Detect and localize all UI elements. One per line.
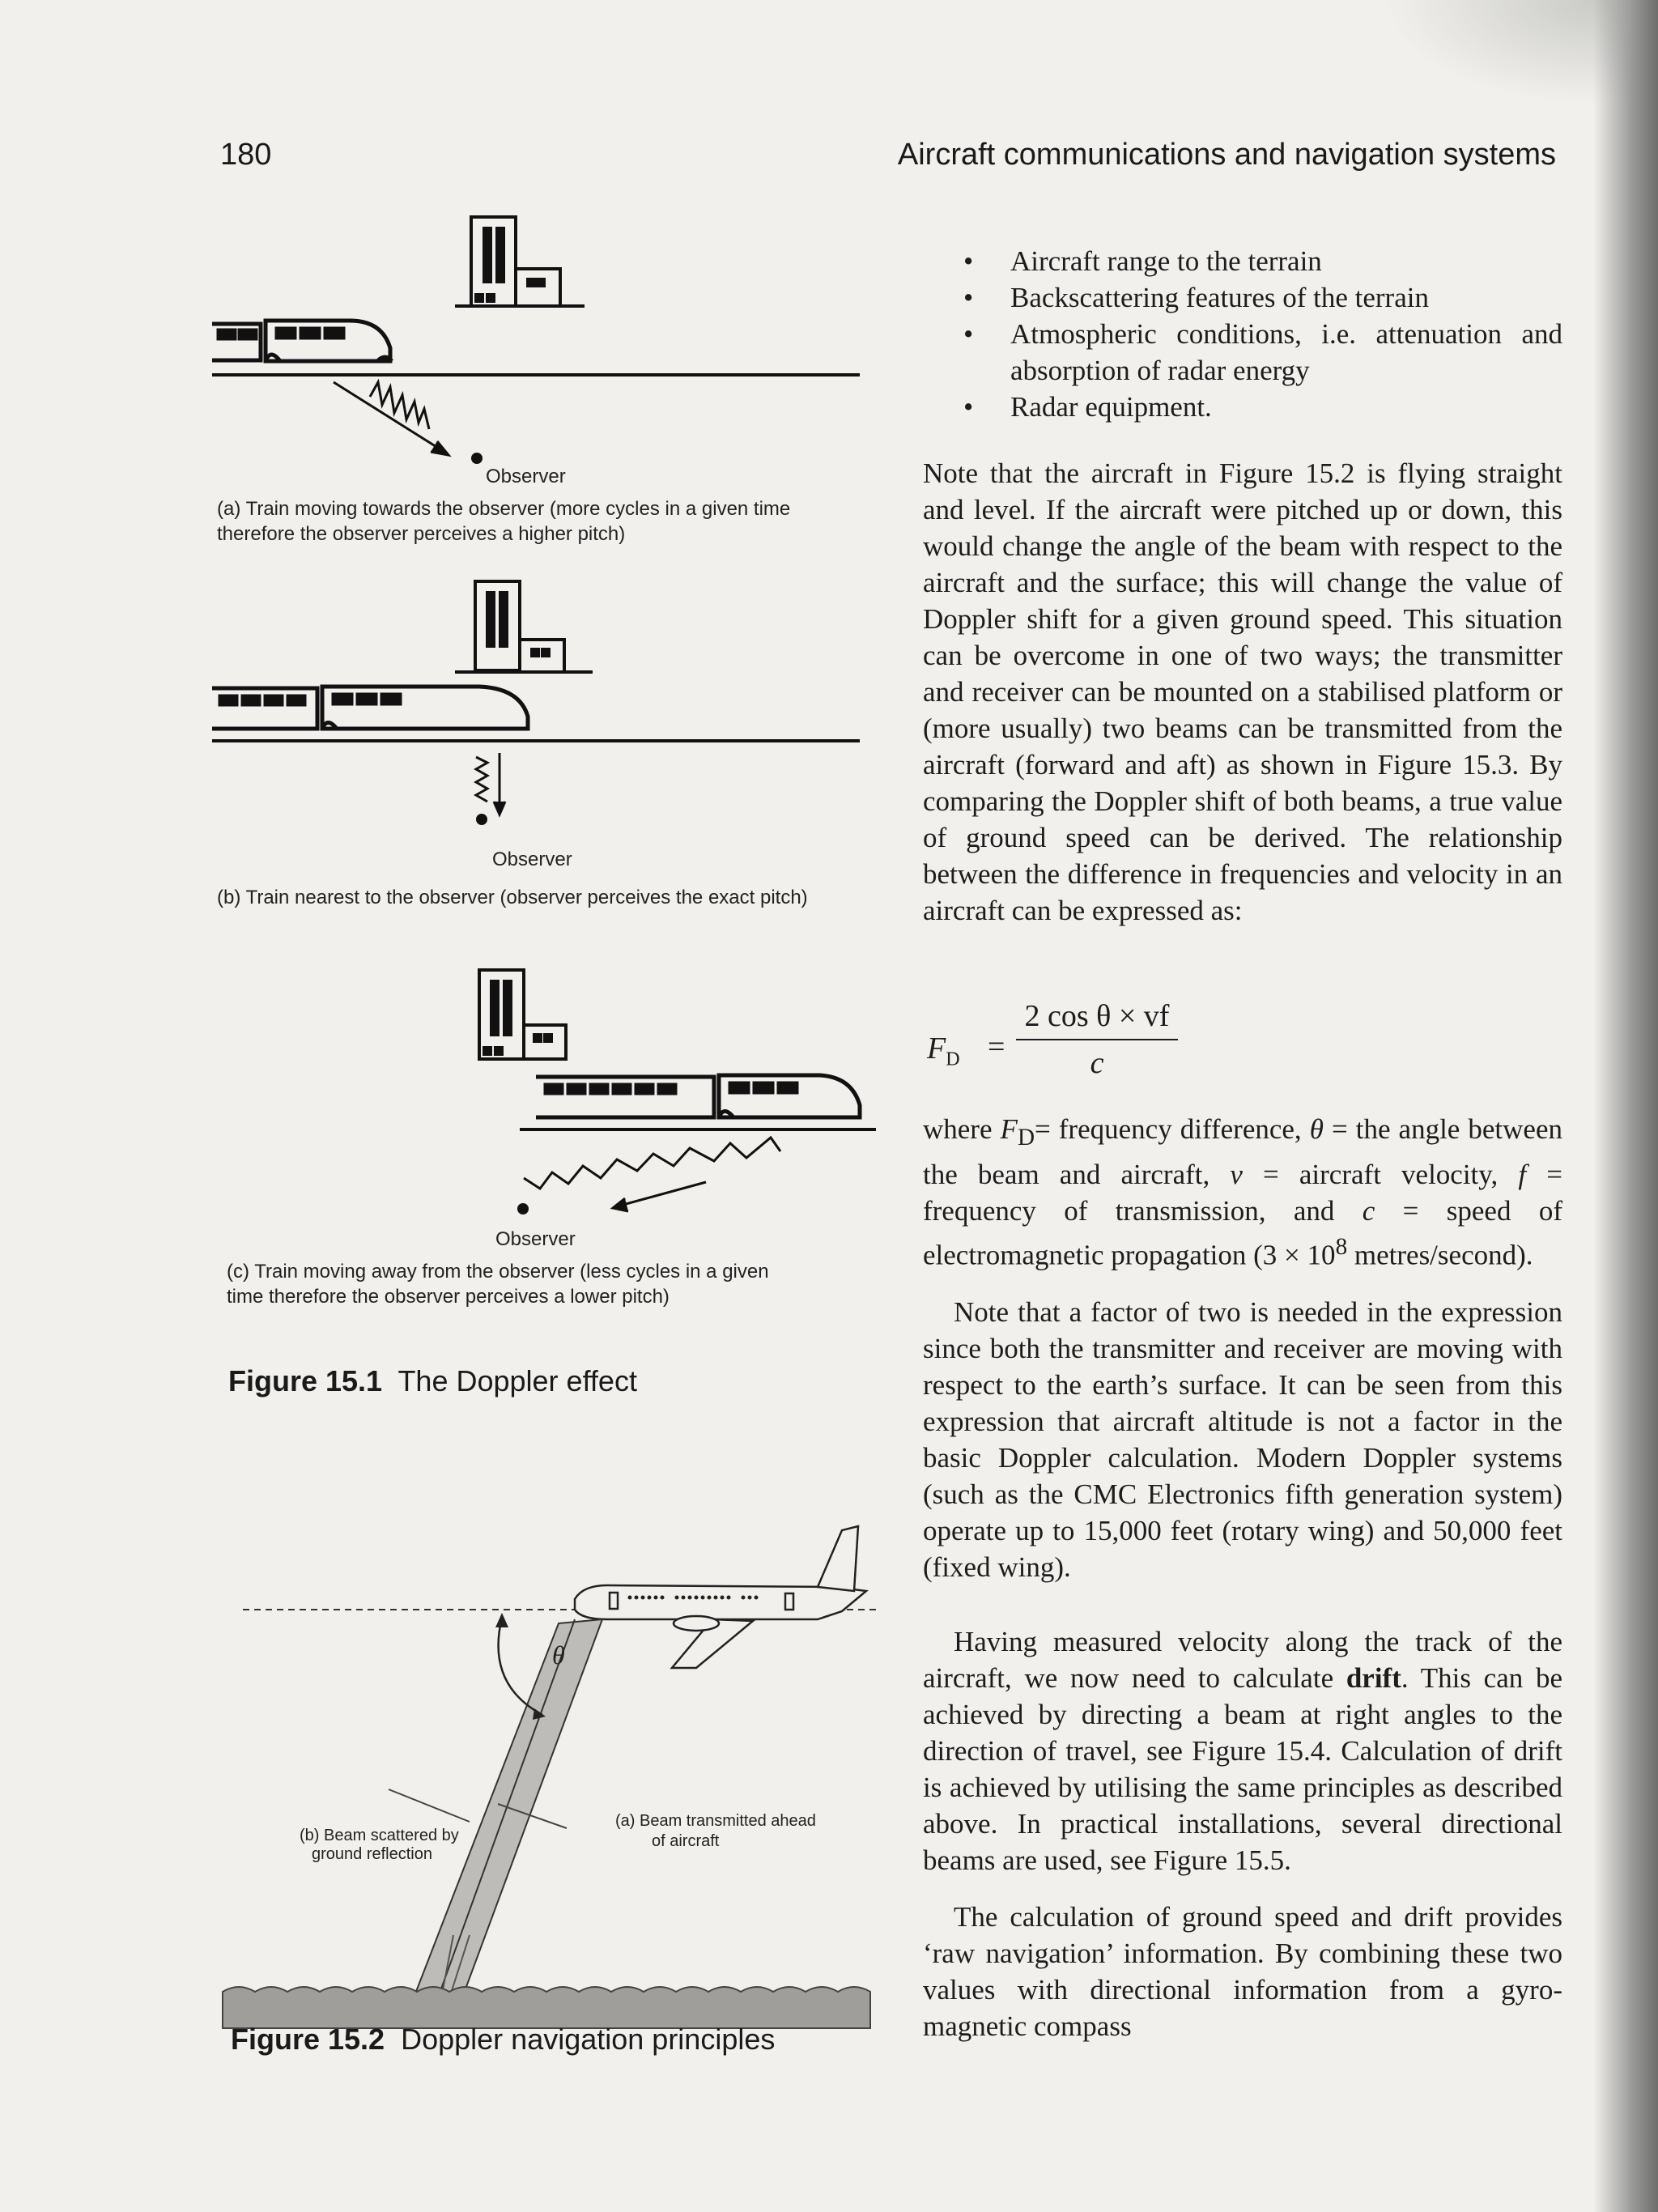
train-icon [212, 321, 392, 361]
math-symbol: F [1000, 1113, 1018, 1145]
list-item [923, 389, 1562, 425]
beam-label-b-line2: ground reflection [312, 1845, 432, 1863]
math-symbol: c [1362, 1195, 1375, 1227]
aircraft-icon [575, 1526, 866, 1668]
math-symbol: v [1230, 1159, 1243, 1190]
observer-dot [476, 814, 487, 825]
bullet-icon: • [963, 245, 974, 277]
caption-line: (b) Train nearest to the observer (observer perceives the exact pitch) [217, 887, 808, 908]
bullet-icon: • [963, 391, 974, 423]
observer-label-a: Observer [486, 466, 566, 487]
figure-title: The Doppler effect [397, 1364, 637, 1397]
figure-15-1-caption [228, 1364, 637, 1398]
building-icon [479, 970, 566, 1059]
figure-15-1a-caption [217, 496, 865, 547]
building-icon [455, 581, 593, 672]
paragraph-5: The calculation of ground speed and drift provides ‘raw navigation’ information. By combining these two values with directional information from a gyro-magnetic compass [923, 1901, 1562, 2042]
list-item [923, 279, 1562, 316]
text-run: where [923, 1113, 1001, 1145]
figure-15-1b-caption [217, 885, 889, 910]
text-run: = speed of electromagnetic propagation (3 × 10 [923, 1195, 1562, 1271]
sound-wave-icon [476, 753, 505, 815]
train-icon [212, 687, 528, 729]
equation-numerator: 2 cos θ × vf [1024, 999, 1170, 1033]
text-run: = aircraft velocity, [1242, 1159, 1519, 1190]
beam-centre-line [437, 1619, 575, 2000]
figure-15-1c-caption [227, 1259, 874, 1309]
list-item-text: Radar equipment. [1010, 391, 1212, 423]
paragraph-4 [923, 1623, 1562, 1878]
bullet-list [923, 243, 1562, 425]
figure-label: Figure 15.2 [231, 2023, 385, 2056]
text-run: = frequency difference, [1035, 1113, 1310, 1145]
paragraph-3: Note that a factor of two is needed in the expression since both the transmitter and receiver are moving with respect to the earth’s surface. It can be seen from this expression that aircraft altitude is not a factor in the basic Doppler calculation. Modern Doppler systems (such as the CMC Electronics fifth generation system) operate up to 15,000 feet (rotary wing) and 50,000 feet (fixed wing). [923, 1296, 1562, 1583]
page-gutter-shadow [1593, 0, 1658, 2212]
page-number: 180 [220, 138, 272, 172]
observer-dot [517, 1203, 529, 1214]
list-item [923, 243, 1562, 279]
sound-wave-icon [334, 382, 449, 455]
equation-lhs [927, 1031, 960, 1078]
observer-label-c: Observer [495, 1228, 576, 1250]
leader-line-b [389, 1789, 470, 1822]
figure-15-2-caption [231, 2023, 775, 2057]
text-run: = the angle between the beam and aircraft, [923, 1113, 1562, 1190]
train-icon [536, 1075, 860, 1117]
caption-line: time therefore the observer perceives a lower pitch) [227, 1286, 670, 1308]
text-run: metres/second). [1347, 1239, 1533, 1271]
paragraph-1: Note that the aircraft in Figure 15.2 is flying straight and level. If the aircraft were pitched up or down, this would change the angle of the beam with respect to the aircraft and the surface; this will change the value of Doppler shift for a given ground speed. This situation can be overcome in one of two ways; the transmitter and receiver can be mounted on a stabilised platform or (more usually) two beams can be transmitted from the aircraft (forward and aft) as shown in Figure 15.3. By comparing the Doppler shift of both beams, a true value of ground speed can be derived. The relationship between the difference in frequencies and velocity in an aircraft can be expressed as: [923, 457, 1562, 926]
theta-label: θ [552, 1640, 565, 1670]
figure-title: Doppler navigation principles [401, 2023, 776, 2056]
equation-denominator: c [1090, 1046, 1104, 1080]
fraction-bar [1016, 1039, 1178, 1040]
arrow-head [495, 1613, 508, 1627]
math-subscript: D [1017, 1125, 1035, 1151]
doppler-equation [927, 998, 1267, 1095]
equation-symbol: F [927, 1032, 946, 1066]
caption-line: (a) Train moving towards the observer (more cycles in a given time [217, 498, 791, 520]
figure-label: Figure 15.1 [228, 1364, 383, 1397]
math-superscript: 8 [1335, 1234, 1348, 1260]
beam-label-a-line1: (a) Beam transmitted ahead [615, 1812, 816, 1830]
bullet-icon: • [963, 282, 974, 313]
text-run: Having measured velocity along the track of the aircraft, we now need to calculate [923, 1626, 1562, 1694]
equation-subscript: D [946, 1049, 960, 1070]
figure-15-1a-train-approaching [212, 211, 860, 470]
list-item [923, 316, 1562, 389]
building-icon [455, 217, 585, 306]
bullet-icon: • [963, 318, 974, 350]
caption-line: (c) Train moving away from the observer (less cycles in a given [227, 1261, 769, 1283]
list-item-text: Aircraft range to the terrain [1010, 245, 1322, 277]
beam-label-a-line2: of aircraft [652, 1832, 720, 1850]
figure-15-1b-train-nearest [212, 575, 860, 850]
caption-line: therefore the observer perceives a higher pitch) [217, 523, 626, 545]
math-symbol: f [1518, 1159, 1527, 1190]
beam-label-b-line1: (b) Beam scattered by [300, 1827, 459, 1844]
text-run: . This can be achieved by directing a beam at right angles to the direction of travel, see Figure 15.4. Calculation of drift is achieved by utilising the same principles as described above. In practical installations, several directional beams are used, see Figure 15.5. [923, 1662, 1562, 1876]
figure-15-1c-train-receding [212, 963, 876, 1231]
sound-wave-icon [524, 1138, 780, 1211]
running-title: Aircraft communications and navigation systems [897, 138, 1556, 172]
list-item-text: Atmospheric conditions, i.e. attenuation and absorption of radar energy [1010, 318, 1562, 386]
observer-dot [471, 453, 483, 464]
math-symbol: θ [1309, 1113, 1324, 1145]
observer-label-b: Observer [492, 849, 572, 870]
bold-term: drift [1346, 1662, 1401, 1694]
text-run: = frequency of transmission, and [923, 1159, 1562, 1227]
figure-15-2-doppler-principles [219, 1514, 882, 2073]
paragraph-2 [923, 1111, 1562, 1274]
equation-equals: = [988, 1030, 1005, 1064]
list-item-text: Backscattering features of the terrain [1010, 282, 1429, 313]
